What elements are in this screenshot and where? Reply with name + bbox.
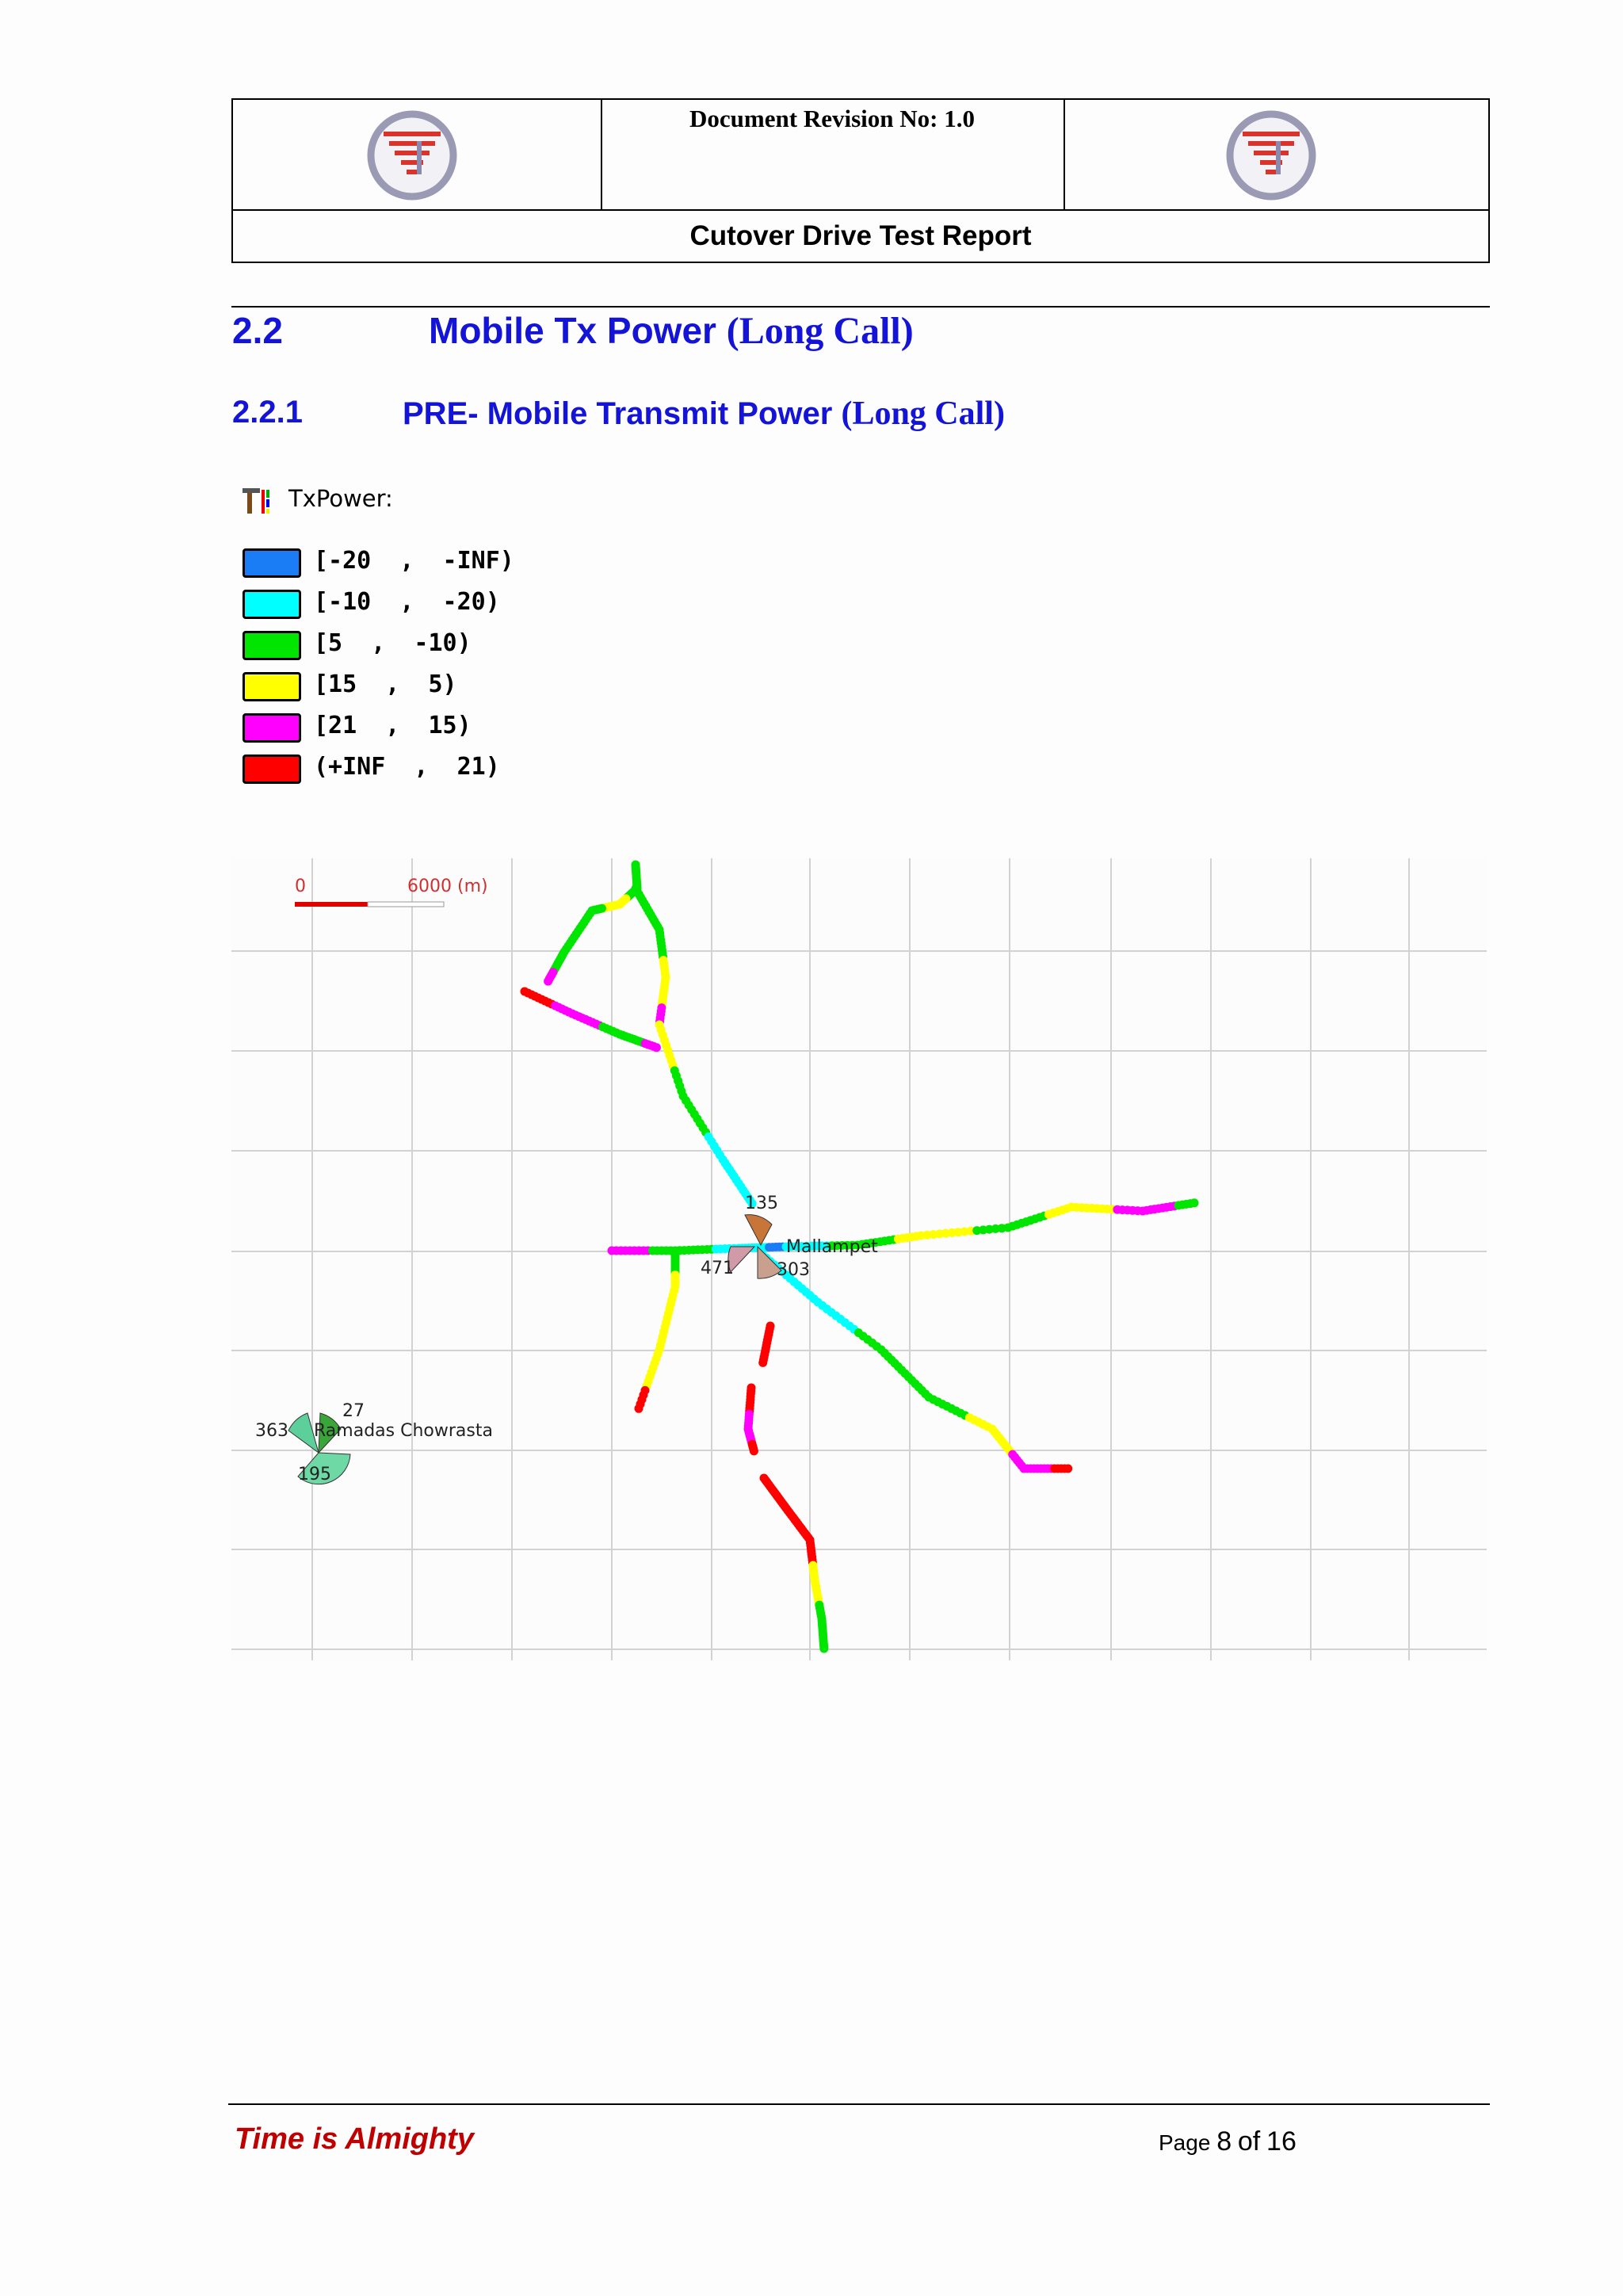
drive-sample-point	[1190, 1198, 1199, 1207]
footer-motto: Time is Almighty	[235, 2122, 474, 2156]
map-background	[231, 858, 1487, 1660]
document-revision: Document Revision No: 1.0	[689, 105, 975, 132]
legend-label: [-10 , -20)	[314, 588, 500, 616]
drive-sample-point	[635, 1404, 643, 1413]
page-prefix: Page	[1159, 2130, 1211, 2155]
drive-sample-point	[544, 977, 552, 986]
subsection-title	[403, 395, 1005, 433]
scale-start-label: 0	[295, 877, 306, 896]
legend-label: [-20 , -INF)	[314, 547, 514, 575]
drive-test-map	[231, 858, 1487, 1660]
drive-sample-point	[1064, 1465, 1072, 1473]
ruler-icon	[241, 487, 273, 515]
company-logo-left	[365, 108, 460, 203]
subsection-title-suffix: (Long Call)	[841, 395, 1005, 432]
site-label: Ramadas Chowrasta	[314, 1421, 493, 1441]
site-label: 27	[342, 1401, 365, 1421]
scale-end-label: 6000 (m)	[407, 877, 488, 896]
company-logo-right	[1224, 108, 1319, 203]
legend-label: [21 , 15)	[314, 712, 472, 739]
legend-swatch	[242, 548, 301, 578]
site-label: 363	[255, 1421, 288, 1441]
section-title-main: Mobile Tx Power	[429, 310, 716, 351]
page-total: 16	[1266, 2126, 1296, 2157]
legend-label: (+INF , 21)	[314, 753, 500, 781]
site-label: 303	[777, 1260, 810, 1280]
page-current: 8	[1216, 2126, 1232, 2157]
scale-bar-filled	[295, 902, 368, 907]
footer-rule	[228, 2103, 1490, 2105]
header-divider	[233, 209, 1488, 211]
report-title: Cutover Drive Test Report	[689, 220, 1032, 251]
site-label: 471	[701, 1259, 734, 1278]
section-number: 2.2	[232, 310, 283, 351]
section-title	[429, 309, 914, 353]
section-title-suffix: (Long Call)	[726, 310, 914, 352]
legend-swatch	[242, 631, 301, 660]
header-divider	[1064, 100, 1065, 209]
legend-swatch	[242, 672, 301, 701]
site-label: 135	[745, 1194, 778, 1213]
site-label: 195	[298, 1465, 331, 1484]
legend-swatch	[242, 590, 301, 619]
drive-sample-point	[750, 1446, 758, 1455]
legend-label: [5 , -10)	[314, 629, 472, 657]
legend-title: TxPower:	[288, 485, 393, 512]
subsection-title-main: PRE- Mobile Transmit Power	[403, 396, 833, 431]
subsection-number: 2.2.1	[232, 395, 303, 430]
drive-sample-point	[652, 1043, 661, 1052]
site-label: Mallampet	[786, 1237, 878, 1257]
legend-label: [15 , 5)	[314, 670, 457, 698]
drive-sample-point	[819, 1645, 828, 1653]
section-rule	[231, 306, 1490, 308]
drive-sample-point	[758, 1358, 767, 1367]
page-of: of	[1237, 2126, 1261, 2157]
header-table	[231, 98, 1490, 263]
scale-bar-empty	[368, 902, 444, 907]
page-number	[1159, 2126, 1296, 2157]
legend-swatch	[242, 713, 301, 743]
legend-swatch	[242, 755, 301, 784]
